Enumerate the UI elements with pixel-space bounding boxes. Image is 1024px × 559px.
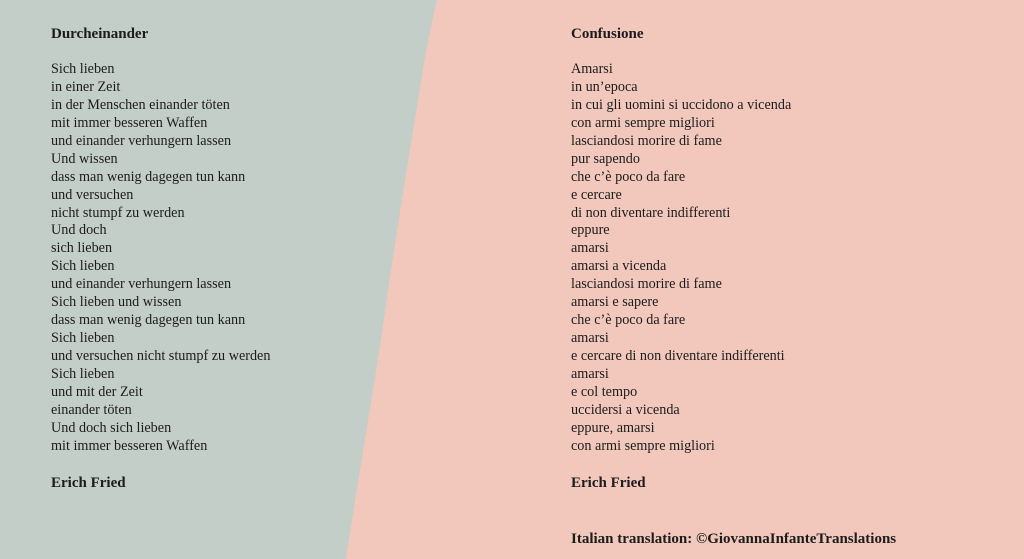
poem-line: und mit der Zeit [51,383,143,400]
poem-line: in cui gli uomini si uccidono a vicenda [571,96,792,113]
poem-line: di non diventare indifferenti [571,204,731,221]
translation-credit: Italian translation: ©GiovannaInfanteTranslations [571,531,897,547]
poem-line: Sich lieben [51,61,115,77]
poem-line: che c’è poco da fare [571,312,686,329]
poem-line: sich lieben [51,240,113,257]
poem-line: e col tempo [571,383,638,400]
poem-line: amarsi e sapere [571,294,659,311]
translated-poem-title: Confusione [571,26,644,42]
poem-line: und versuchen [51,186,134,203]
poem-line: Und wissen [51,150,118,167]
poem-line: nicht stumpf zu werden [51,204,185,221]
poem-line: Amarsi [571,61,613,77]
poem-line: Und doch sich lieben [51,419,172,436]
poem-line: lasciandosi morire di fame [571,132,722,149]
poem-line: con armi sempre migliori [571,437,715,454]
poem-line: in un’epoca [571,78,638,95]
poem-line: in der Menschen einander töten [51,96,230,113]
poem-line: e cercare [571,186,622,203]
translated-poem-lines [571,61,791,456]
poem-line: und einander verhungern lassen [51,132,232,149]
original-poem-lines [51,61,270,456]
poem-line: dass man wenig dagegen tun kann [51,312,246,329]
poem-line: pur sapendo [571,150,640,167]
poem-line: Sich lieben und wissen [51,294,182,311]
poem-line: einander töten [51,401,132,418]
poem-line: lasciandosi morire di fame [571,276,722,293]
poem-line: in einer Zeit [51,78,121,95]
original-poem-author: Erich Fried [51,474,126,491]
poem-line: con armi sempre migliori [571,114,715,131]
poem-line: amarsi [571,240,609,257]
poem-line: Und doch [51,222,107,239]
translated-poem [571,24,791,493]
poem-line: dass man wenig dagegen tun kann [51,168,246,185]
original-poem [51,24,270,493]
poem-line: und einander verhungern lassen [51,276,232,293]
poem-line: uccidersi a vicenda [571,401,680,418]
poem-line: mit immer besseren Waffen [51,437,208,454]
poem-line: e cercare di non diventare indifferenti [571,348,785,364]
poem-line: Sich lieben [51,365,115,382]
poem-line: Sich lieben [51,330,115,347]
translated-poem-author: Erich Fried [571,474,646,491]
poem-line: che c’è poco da fare [571,168,686,185]
poem-line: amarsi [571,330,609,347]
poem-line: eppure [571,222,610,239]
poem-line: amarsi [571,365,609,382]
poem-line: und versuchen nicht stumpf zu werden [51,348,271,364]
poem-line: amarsi a vicenda [571,258,667,275]
poem-line: Sich lieben [51,258,115,275]
original-poem-title: Durcheinander [51,26,149,42]
poem-line: eppure, amarsi [571,419,655,436]
poem-line: mit immer besseren Waffen [51,114,208,131]
